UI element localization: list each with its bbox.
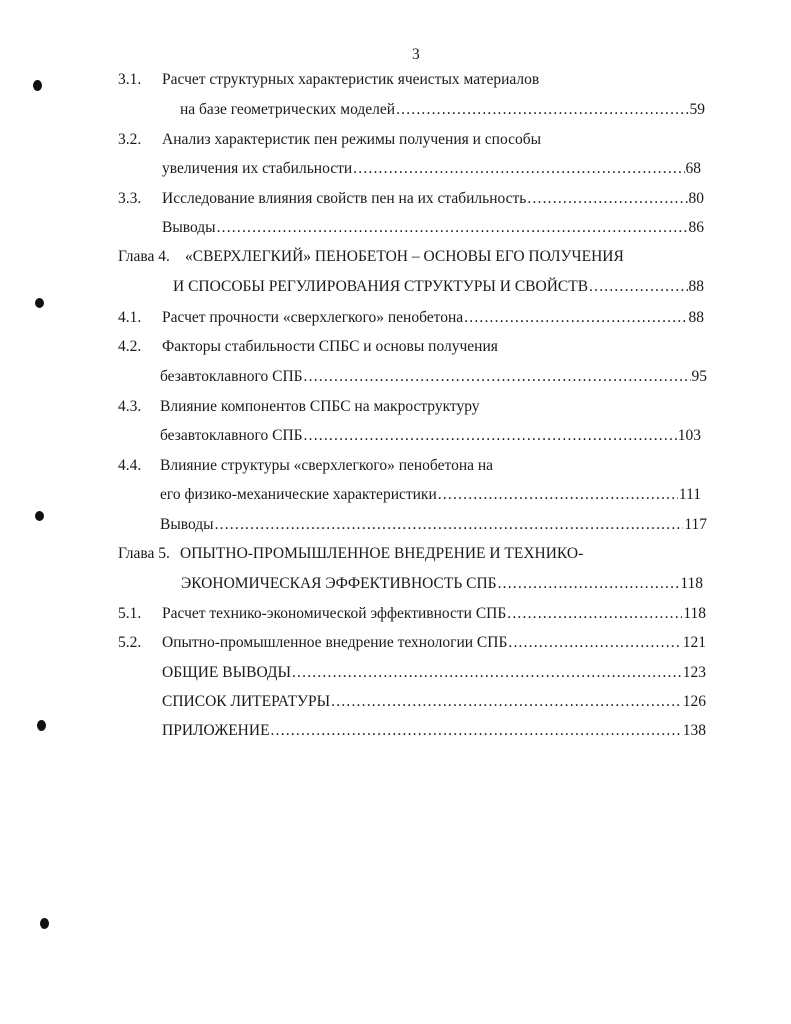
page-number: 3 [412, 46, 420, 63]
toc-title: ОБЩИЕ ВЫВОДЫ [162, 664, 291, 681]
binding-hole-mark [35, 511, 44, 521]
toc-title: Анализ характеристик пен режимы получения и способы [162, 131, 542, 148]
dot-leader [508, 634, 681, 652]
toc-entry-4-4[interactable] [160, 486, 701, 504]
dot-leader [217, 219, 688, 237]
toc-number: 3.3. [118, 190, 142, 207]
toc-page-ref: 117 [684, 516, 707, 533]
toc-number: 4.2. [118, 338, 142, 355]
toc-page-ref: 86 [688, 219, 704, 236]
chapter-title-cont: И СПОСОБЫ РЕГУЛИРОВАНИЯ СТРУКТУРЫ И СВОЙСТВ [173, 278, 589, 295]
toc-title: Факторы стабильности СПБС и основы получения [162, 338, 498, 355]
dot-leader [215, 516, 684, 534]
toc-number: 3.2. [118, 131, 142, 148]
toc-page-ref: 121 [682, 634, 706, 651]
chapter-title: «СВЕРХЛЕГКИЙ» ПЕНОБЕТОН – ОСНОВЫ ЕГО ПОЛУЧЕНИЯ [185, 248, 624, 265]
toc-title: Расчет структурных характеристик ячеистых материалов [162, 71, 540, 88]
toc-number: 5.2. [118, 634, 142, 651]
toc-number: 3.1. [118, 71, 142, 88]
toc-title: СПИСОК ЛИТЕРАТУРЫ [162, 693, 331, 710]
toc-number: 4.4. [118, 457, 142, 474]
toc-title: Опытно-промышленное внедрение технологии СПБ [162, 634, 508, 651]
binding-hole-mark [40, 918, 49, 929]
toc-page-ref: 118 [683, 605, 706, 622]
toc-page-ref: 88 [688, 278, 704, 295]
toc-page-ref: 88 [688, 309, 704, 326]
dot-leader [396, 101, 688, 119]
toc-entry-conclusions-4[interactable] [160, 516, 707, 534]
dot-leader [498, 575, 680, 593]
toc-entry-references[interactable] [162, 693, 706, 711]
toc-page-ref: 68 [685, 160, 701, 177]
dot-leader [331, 693, 682, 711]
toc-entry-3-3[interactable] [162, 190, 704, 208]
toc-entry-4-2[interactable] [160, 368, 707, 386]
toc-page-ref: 126 [682, 693, 706, 710]
toc-entry-chapter-5[interactable] [181, 575, 703, 593]
dot-leader [527, 190, 687, 208]
toc-title: Выводы [160, 516, 214, 533]
binding-hole-mark [33, 80, 42, 91]
toc-number: 5.1. [118, 605, 142, 622]
toc-title-cont: увеличения их стабильности [162, 160, 353, 177]
chapter-title-cont: ЭКОНОМИЧЕСКАЯ ЭФФЕКТИВНОСТЬ СПБ [181, 575, 497, 592]
toc-number: 4.3. [118, 398, 142, 415]
toc-page-ref: 59 [689, 101, 705, 118]
toc-entry-5-2[interactable] [162, 634, 706, 652]
toc-entry-4-3[interactable] [160, 427, 701, 445]
toc-page-ref: 111 [678, 486, 701, 503]
toc-page-ref: 103 [677, 427, 701, 444]
dot-leader [589, 278, 687, 296]
chapter-title: ОПЫТНО-ПРОМЫШЛЕННОЕ ВНЕДРЕНИЕ И ТЕХНИКО- [180, 545, 584, 562]
chapter-label: Глава 5. [118, 545, 170, 562]
toc-title-cont: безавтоклавного СПБ [160, 368, 303, 385]
toc-entry-4-1[interactable] [162, 309, 704, 327]
binding-hole-mark [35, 298, 44, 308]
toc-page-ref: 95 [691, 368, 707, 385]
toc-entry-5-1[interactable] [162, 605, 706, 623]
toc-title: Выводы [162, 219, 216, 236]
dot-leader [292, 664, 682, 682]
toc-page-ref: 80 [688, 190, 704, 207]
toc-page-ref: 138 [682, 722, 706, 739]
toc-entry-chapter-4[interactable] [173, 278, 704, 296]
toc-number: 4.1. [118, 309, 142, 326]
toc-title: Расчет прочности «сверхлегкого» пенобетона [162, 309, 464, 326]
toc-entry-appendix[interactable] [162, 722, 706, 740]
dot-leader [353, 160, 684, 178]
toc-title-cont: безавтоклавного СПБ [160, 427, 303, 444]
dot-leader [438, 486, 678, 504]
toc-entry-conclusions-3[interactable] [162, 219, 704, 237]
toc-entry-3-1[interactable] [180, 101, 705, 119]
binding-hole-mark [37, 720, 46, 731]
toc-title: ПРИЛОЖЕНИЕ [162, 722, 270, 739]
toc-entry-general-conclusions[interactable] [162, 664, 706, 682]
toc-title: Исследование влияния свойств пен на их стабильность [162, 190, 527, 207]
dot-leader [464, 309, 687, 327]
toc-title-cont: его физико-механические характеристики [160, 486, 437, 503]
dot-leader [304, 427, 677, 445]
dot-leader [271, 722, 682, 740]
toc-title-cont: на базе геометрических моделей [180, 101, 396, 118]
toc-title: Влияние компонентов СПБС на макроструктуру [160, 398, 480, 415]
dot-leader [507, 605, 682, 623]
toc-page-ref: 123 [682, 664, 706, 681]
toc-title: Влияние структуры «сверхлегкого» пенобетона на [160, 457, 494, 474]
toc-page-ref: 118 [680, 575, 703, 592]
chapter-label: Глава 4. [118, 248, 170, 265]
dot-leader [304, 368, 691, 386]
toc-title: Расчет технико-экономической эффективности СПБ [162, 605, 507, 622]
toc-entry-3-2[interactable] [162, 160, 701, 178]
